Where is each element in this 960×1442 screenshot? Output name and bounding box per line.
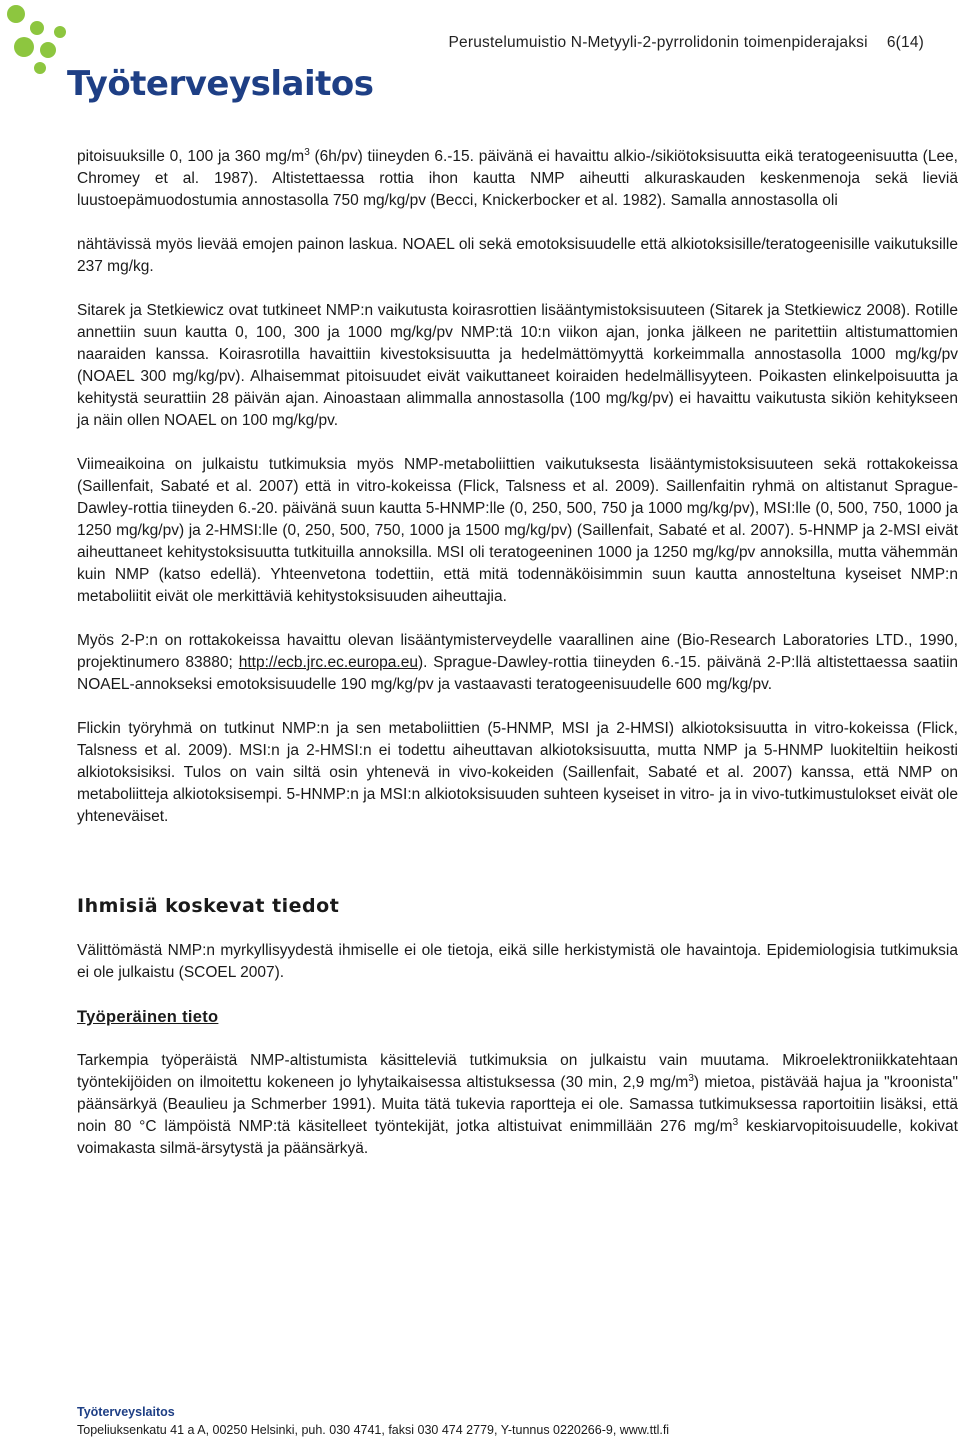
document-header	[449, 34, 924, 52]
paragraph-5	[77, 630, 958, 696]
paragraph-3: Sitarek ja Stetkiewicz ovat tutkineet NMP:n vaikutusta koirasrottien lisääntymistoksisuuteen (Sitarek ja Stetkiewicz 2008). Rotille annettiin suun kautta 0, 100, 300 ja 1000 mg/kg/pv NMP:tä 10:n viikon ajan, jonka jälkeen ne paritettiin altistumattomien naaraiden kanssa. Koirasrotilla havaittiin kivestoksisuutta ja hedelmättömyyttä korkeimmalla annostasolla 1000 mg/kg/pv (NOAEL 300 mg/kg/pv). Alhaisemmat pitoisuudet eivät vaikuttaneet koiraiden hedelmällisyyteen. Poikasten elinkelpoisuutta ja kehitystä seurattiin 28 päivän ajan. Ainoastaan alimmalla annostasolla (100 mg/kg/pv) ei havaittu vaikutusta sikiön kehitykseen ja näin ollen NOAEL on 100 mg/kg/pv.	[77, 302, 958, 429]
document-title: Perustelumuistio N-Metyyli-2-pyrrolidonin toimenpiderajaksi	[448, 34, 868, 51]
section-heading-humans: Ihmisiä koskevat tiedot	[77, 895, 340, 917]
paragraph-5-text-b: ). Sprague-Dawley-rottia tiineyden 6.-15. päivänä 2-P:llä altistettaessa saatiin NOAEL-annokseksi emotoksisuudelle 190 mg/kg/pv ja vastaavasti teratogeenisuudelle 600 mg/kg/pv.	[77, 654, 959, 693]
superscript-3: 3	[304, 146, 310, 158]
footer-organization: Työterveyslaitos	[77, 1405, 175, 1419]
paragraph-8-text-b: ) mietoa, pistävää hajua ja "kroonista" päänsärkyä (Beaulieu ja Schmerber 1991). Muita tätä tukevia raportteja ei ole. Samassa tutkimuksessa raportoitiin lisäksi, että noin 80 °C lämpöistä NMP:tä käsitelleet työntekijät, jotka altistuivat enimmillään 276 mg/m	[77, 1074, 958, 1135]
paragraph-2: nähtävissä myös lievää emojen painon laskua. NOAEL oli sekä emotoksisuudelle että alkiotoksisille/teratogeenisille vaikutuksille 237 mg/kg.	[77, 236, 958, 275]
superscript-3: 3	[688, 1072, 694, 1084]
superscript-3: 3	[732, 1116, 739, 1128]
paragraph-8-text-c: keskiarvopitoisuudelle, kokivat voimakasta silmä-ärsytystä ja päänsärkyä.	[77, 1118, 958, 1157]
paragraph-8-text-a: Tarkempia työperäistä NMP-altistumista käsitteleviä tutkimuksia on julkaistu vain muutama. Mikroelektroniikkatehtaan työntekijöiden on ilmoitettu kokeneen jo lyhytaikaisessa altistuksessa (30 min, 2,9 mg/m	[77, 1052, 958, 1091]
footer-address: Topeliuksenkatu 41 a A, 00250 Helsinki, puh. 030 4741, faksi 030 474 2779, Y-tunnus 0220266-9, www.ttl.fi	[77, 1423, 670, 1437]
paragraph-4: Viimeaikoina on julkaistu tutkimuksia myös NMP-metaboliittien vaikutuksesta lisääntymistoksisuuteen sekä rottakokeissa (Saillenfait, Sabaté et al. 2007) että in vitro-kokeissa (Flick, Talsness et al. 2009). Saillenfaitin ryhmä on altistanut Sprague-Dawley-rottia tiineyden 6.-20. päivänä suun kautta 5-HNMP:lle (0, 250, 500, 750 ja 1000 mg/kg/pv), MSI:lle (0, 500, 750, 1000 ja 1250 mg/kg/pv) ja 2-HMSI:lle (0, 250, 500, 750, 1000 ja 1500 mg/kg/pv) (Saillenfait, Sabaté et al. 2007). 5-HNMP ja 2-MSI eivät aiheuttaneet kehitystoksisuutta tutkituilla annoksilla. MSI oli teratogeeninen 1000 ja 1250 mg/kg/pv annoksilla, mutta vähemmän kuin NMP (katso edellä). Yhteenvetona todettiin, että mitä todennäköisimmin suun kautta annosteltuna kyseiset NMP:n metaboliitit eivät ole merkittäviä kehitystoksisuuden aiheuttajia.	[77, 456, 958, 605]
organization-logo	[4, 2, 374, 107]
subsection-heading-occupational: Työperäinen tieto	[77, 1008, 219, 1026]
logo-wordmark: Työterveyslaitos	[67, 64, 374, 104]
paragraph-1	[77, 146, 958, 212]
paragraph-7: Välittömästä NMP:n myrkyllisyydestä ihmiselle ei ole tietoja, eikä sille herkistymistä ole havaintoja. Epidemiologisia tutkimuksia ei ole julkaistu (SCOEL 2007).	[77, 942, 958, 981]
page-number: 6(14)	[886, 34, 924, 51]
paragraph-1-text-a: pitoisuuksille 0, 100 ja 360 mg/m	[77, 148, 305, 165]
page-footer	[77, 1403, 957, 1439]
paragraph-8	[77, 1050, 958, 1160]
ecb-link[interactable]: http://ecb.jrc.ec.europa.eu	[238, 654, 418, 671]
paragraph-6: Flickin työryhmä on tutkinut NMP:n ja sen metaboliittien (5-HNMP, MSI ja 2-HMSI) alkiotoksisuutta in vitro-kokeissa (Flick, Talsness et al. 2009). MSI:n ja 2-HMSI:n ei todettu aiheuttavan alkiotoksisuutta, mutta NMP ja 5-HNMP luokiteltiin heikosti alkiotoksisiksi. Tulos on vain siltä osin yhtenevä in vivo-kokeiden (Saillenfait, Sabaté et al. 2007) kanssa, että NMP on metaboliitteja alkiotoksisempi. 5-HNMP:n ja MSI:n alkiotoksisuuden suhteen kyseiset in vitro- ja in vivo-tutkimustulokset eivät ole yhteneväiset.	[77, 720, 958, 825]
paragraph-1-text-b: (6h/pv) tiineyden 6.-15. päivänä ei havaittu alkio-/sikiötoksisuutta eikä teratogeenisuutta (Lee, Chromey et al. 1987). Altistettaessa rottia ihon kautta NMP aiheutti alkuraskauden keskenmenoja sekä lieviä luustoepämuodostumia annostasolla 750 mg/kg/pv (Becci, Knickerbocker et al. 1982). Samalla annostasolla oli	[77, 148, 958, 209]
paragraph-5-text-a: Myös 2-P:n on rottakokeissa havaittu olevan lisääntymisterveydelle vaarallinen aine (Bio-Research Laboratories LTD., 1990, projektinumero 83880;	[77, 632, 958, 671]
document-body	[77, 146, 958, 1160]
